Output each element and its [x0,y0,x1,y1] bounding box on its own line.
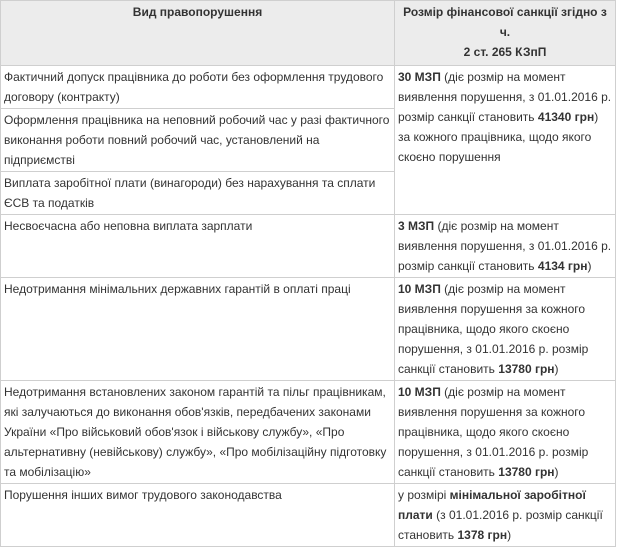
sanction-amount: 10 МЗП [398,282,441,296]
violation-text: Порушення інших вимог трудового законодавства [4,488,282,502]
sanction-cell [395,381,616,484]
violation-text: Фактичний допуск працівника до роботи без оформлення трудового договору (контракту) [4,70,384,104]
sanction-text-lead: у розмірі [398,488,450,502]
sanction-text: (діє розмір на момент виявлення порушення за кожного працівника, щодо якого скоєно порушення, з 01.01.2016 р. розмір санкції становить [398,282,589,376]
sanction-amount: 10 МЗП [398,385,441,399]
header-violation-type [1,1,395,66]
violation-text: Недотримання встановлених законом гарантій та пільг працівникам, які залучаються до виконання обов'язків, передбачених законами України «Про військовий обов'язок і військову службу», «Про альтернативну (невійськову) службу», «Про мобілізаційну підготовку та мобілізацію» [4,385,387,479]
sanction-sum: 41340 грн [537,110,595,124]
sanction-sum: 13780 грн [498,362,555,376]
sanction-text-tail: ) [554,465,559,479]
sanction-cell [395,215,616,278]
table-row [1,66,616,109]
header-col2-line2: 2 ст. 265 КЗпП [463,45,547,59]
sanction-amount: 30 МЗП [398,70,441,84]
violation-text: Несвоєчасна або неповна виплата зарплати [4,219,253,233]
violation-cell [1,484,395,547]
sanction-cell [395,484,616,547]
table-row [1,484,616,547]
violation-cell [1,172,395,215]
sanction-text: (діє розмір на момент виявлення порушення за кожного працівника, щодо якого скоєно порушення, з 01.01.2016 р. розмір санкції становить [398,385,589,479]
violation-text: Недотримання мінімальних державних гарантій в оплаті праці [4,282,351,296]
violation-cell [1,278,395,381]
table-row [1,215,616,278]
header-col2-line1: Розмір фінансової санкції згідно з ч. [403,5,607,39]
sanction-text-tail: ) [507,528,512,542]
violation-cell [1,381,395,484]
violation-cell [1,215,395,278]
violation-text: Оформлення працівника на неповний робочий час у разі фактичного виконання роботи повний робочий час, установлений на підприємстві [4,113,390,167]
sanction-text-tail: ) [554,362,559,376]
table-row [1,278,616,381]
sanction-cell [395,66,616,215]
sanction-text-tail: ) [587,259,592,273]
header-sanction-size [395,1,616,66]
sanction-text-tail: ) за кожного працівника, щодо якого скоєно порушення [398,110,599,164]
header-col1-text: Вид правопорушення [132,5,263,19]
sanction-cell [395,278,616,381]
table-header-row [1,1,616,66]
sanction-sum: 4134 грн [537,259,588,273]
violation-text: Виплата заробітної плати (винагороди) без нарахування та сплати ЄСВ та податків [4,176,376,210]
sanction-sum: 13780 грн [498,465,555,479]
sanction-amount: мінімальної заробітної плати [398,488,586,522]
violation-cell [1,109,395,172]
sanction-amount: 3 МЗП [398,219,435,233]
violation-cell [1,66,395,109]
sanction-text: (діє розмір на момент виявлення порушення, з 01.01.2016 р. розмір санкції становить [398,70,612,124]
sanction-text: (діє розмір на момент виявлення порушення, з 01.01.2016 р. розмір санкції становить [398,219,612,273]
sanction-text: (з 01.01.2016 р. розмір санкції становить [398,508,603,542]
sanction-sum: 1378 грн [457,528,508,542]
table-row [1,381,616,484]
